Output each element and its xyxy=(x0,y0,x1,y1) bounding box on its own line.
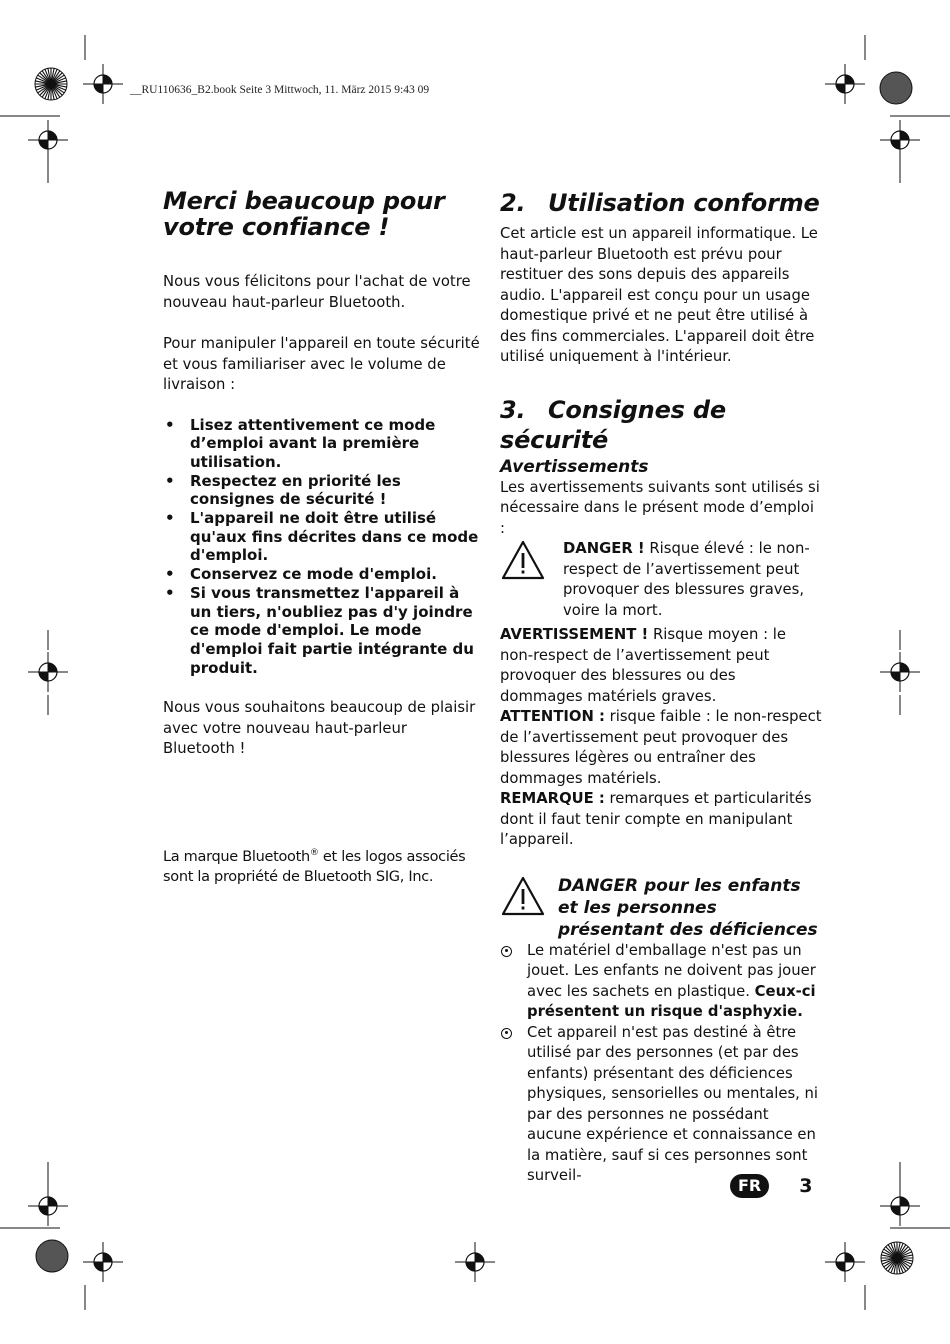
heading-line: présentant des déficiences xyxy=(558,919,818,940)
heading-line: DANGER pour les enfants xyxy=(558,875,801,896)
danger-definition xyxy=(500,539,822,621)
warning-definition xyxy=(500,625,822,707)
right-column xyxy=(500,188,822,1187)
heading-line: et les personnes xyxy=(558,897,717,918)
warnings-intro: Les avertissements suivants sont utilisés si nécessaire dans le présent mode d’emploi : xyxy=(500,478,820,537)
list-item xyxy=(500,1023,822,1187)
section-3-heading xyxy=(500,395,822,455)
warning-triangle-icon xyxy=(500,539,563,621)
section-number: 2. xyxy=(500,189,526,217)
title-line-2: votre confiance ! xyxy=(163,213,390,241)
intro-paragraph: Nous vous félicitons pour l'achat de votre nouveau haut-parleur Bluetooth. xyxy=(163,273,471,311)
title-line-1: Merci beaucoup pour xyxy=(163,187,445,215)
bullet-item: • L'appareil ne doit être utilisé qu'aux fins décrites dans ce mode d'emploi. xyxy=(163,509,483,565)
bullet-item: • Si vous transmettez l'appareil à un tiers, n'oubliez pas d'y joindre ce mode d'emploi. Le mode d'emploi fait partie intégrante du produit. xyxy=(163,584,483,678)
registered-mark: ® xyxy=(309,847,319,858)
warning-label: AVERTISSEMENT ! xyxy=(500,626,649,643)
warnings-subheading: Avertissements xyxy=(500,456,649,477)
print-slug: __RU110636_B2.book Seite 3 Mittwoch, 11. März 2015 9:43 09 xyxy=(130,84,430,96)
list-item xyxy=(500,941,822,1023)
trademark-text: La marque Bluetooth xyxy=(163,848,310,865)
section-title: Utilisation conforme xyxy=(548,189,820,217)
attention-definition xyxy=(500,707,822,789)
note-label: REMARQUE : xyxy=(500,790,605,807)
section-2-heading xyxy=(500,188,822,218)
bullet-item: • Lisez attentivement ce mode d’emploi avant la première utilisation. xyxy=(163,416,483,472)
left-column xyxy=(163,188,483,888)
bullet-item: • Respectez en priorité les consignes de sécurité ! xyxy=(163,472,483,509)
item-bold-text: Ceux-ci présentent un risque d'asphyxie. xyxy=(527,982,816,1020)
language-badge: FR xyxy=(730,1174,769,1198)
item-text: Cet appareil n'est pas destiné à être utilisé par des personnes (et par des enfants) présentant des déficiences physiques, sensorielles ou mentales, ni par des personnes ne possédant aucune expérience et connaissance en la matière, sauf si ces personnes sont surveil- xyxy=(527,1023,819,1184)
item-text: Le matériel d'emballage n'est pas un jouet. Les enfants ne doivent pas jouer avec les sachets en plastique. xyxy=(527,941,816,1000)
instruction-bullet-list xyxy=(163,416,483,678)
handling-intro-paragraph: Pour manipuler l'appareil en toute sécurité et vous familiariser avec le volume de livraison : xyxy=(163,335,480,393)
danger-children-list xyxy=(500,941,822,1187)
bullet-item: • Conservez ce mode d'emploi. xyxy=(163,565,483,584)
page-number: 3 xyxy=(799,1175,813,1197)
note-text: remarques et particularités dont il faut tenir compte en manipulant l’appareil. xyxy=(500,790,812,848)
page-footer xyxy=(730,1174,812,1198)
danger-text: Risque élevé : le non-respect de l’avertissement peut provoquer des blessures graves, voire la mort. xyxy=(563,540,810,619)
danger-label: DANGER ! xyxy=(563,540,645,557)
warning-text: Risque moyen : le non-respect de l’avertissement peut provoquer des blessures ou des dommages matériels graves. xyxy=(500,626,787,705)
trademark-text-rest: et les logos associés sont la propriété de Bluetooth SIG, Inc. xyxy=(163,848,466,886)
closing-paragraph: Nous vous souhaitons beaucoup de plaisir avec votre nouveau haut-parleur Bluetooth ! xyxy=(163,699,476,758)
section-number: 3. xyxy=(500,395,526,424)
trademark-note xyxy=(163,843,483,888)
page-title xyxy=(163,188,483,240)
danger-children-block xyxy=(500,875,822,941)
attention-label: ATTENTION : xyxy=(500,708,605,725)
danger-children-heading xyxy=(558,875,818,941)
circle-dot-bullet-icon xyxy=(501,946,512,957)
attention-text: risque faible : le non-respect de l’avertissement peut provoquer des blessures légères ou entraîner des dommages matériels. xyxy=(500,708,822,787)
circle-dot-bullet-icon xyxy=(501,1028,512,1039)
section-2-body: Cet article est un appareil informatique. Le haut-parleur Bluetooth est prévu pour restituer des sons depuis des appareils audio. L'appareil est conçu pour un usage domestique privé et ne peut être utilisé à des fins commerciales. L'appareil doit être utilisé uniquement à l'intérieur. xyxy=(500,225,818,365)
section-title: Consignes de sécurité xyxy=(500,395,726,454)
warning-triangle-icon xyxy=(500,875,558,941)
note-definition xyxy=(500,789,822,851)
